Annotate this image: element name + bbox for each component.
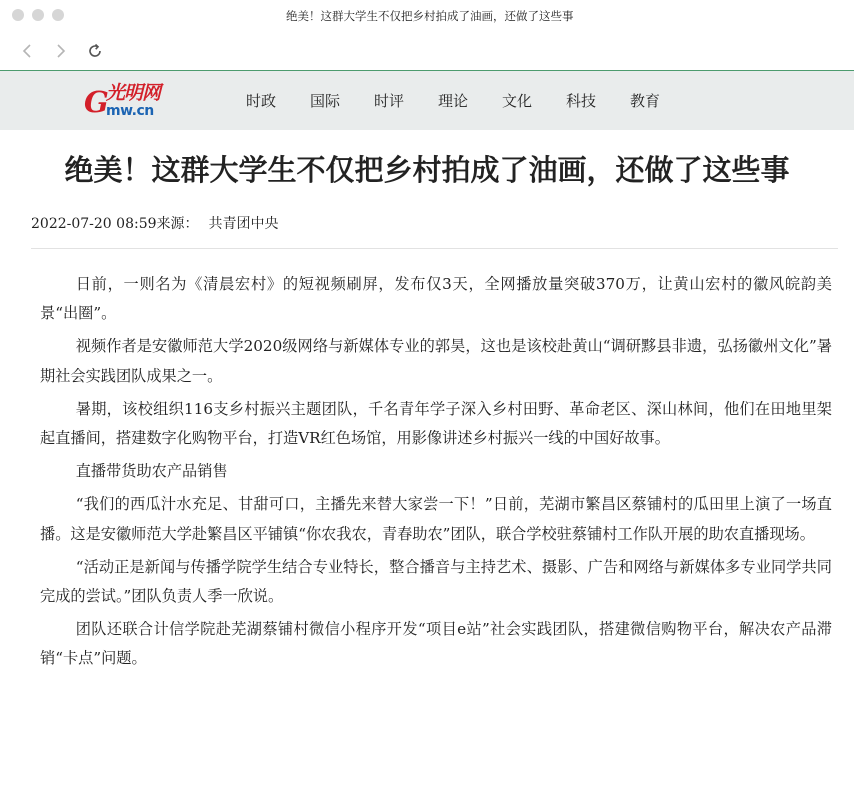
window-titlebar	[0, 0, 854, 32]
article-paragraph: 视频作者是安徽师范大学2020级网络与新媒体专业的郭昊，这也是该校赴黄山“调研黟县非遗，弘扬徽州文化”暑期社会实践团队成果之一。	[40, 337, 832, 385]
nav-item-commentary[interactable]: 时评	[374, 92, 405, 110]
site-header	[0, 70, 854, 130]
forward-button[interactable]	[48, 38, 74, 64]
site-logo[interactable]	[84, 83, 184, 121]
nav-item-theory[interactable]: 理论	[438, 92, 469, 110]
main-nav	[246, 91, 694, 111]
nav-item-culture[interactable]: 文化	[502, 92, 533, 110]
article-source: 共青团中央	[208, 216, 279, 232]
chevron-left-icon	[20, 43, 34, 59]
article-paragraph: “活动正是新闻与传播学院学生结合专业特长，整合播音与主持艺术、摄影、广告和网络与新媒体多专业同学共同完成的尝试。”团队负责人季一欣说。	[40, 557, 832, 606]
divider	[31, 248, 838, 249]
article-title: 绝美！这群大学生不仅把乡村拍成了油画，还做了这些事	[64, 153, 790, 187]
article-datetime: 2022-07-20 08:59	[31, 216, 157, 232]
logo-chinese: 光明网	[106, 82, 161, 104]
logo-letter: G	[84, 85, 109, 119]
reload-button[interactable]	[82, 38, 108, 64]
source-label: 来源：	[156, 216, 199, 232]
reload-icon	[86, 42, 104, 60]
article-paragraph: 团队还联合计信学院赴芜湖蔡铺村微信小程序开发“项目e站”社会实践团队，搭建微信购物平台，解决农产品滞销“卡点”问题。	[40, 620, 832, 668]
nav-item-politics[interactable]: 时政	[246, 92, 277, 110]
article-paragraph: 日前，一则名为《清晨宏村》的短视频刷屏，发布仅3天，全网播放量突破370万，让黄山宏村的徽风皖韵美景“出圈”。	[40, 275, 832, 323]
nav-item-technology[interactable]: 科技	[566, 92, 597, 110]
article-body	[40, 270, 832, 677]
article-meta	[31, 214, 279, 234]
nav-item-education[interactable]: 教育	[630, 92, 661, 110]
back-button[interactable]	[14, 38, 40, 64]
chevron-right-icon	[54, 43, 68, 59]
browser-toolbar	[0, 32, 854, 70]
logo-domain: mw.cn	[106, 103, 154, 119]
article-paragraph: 暑期，该校组织116支乡村振兴主题团队，千名青年学子深入乡村田野、革命老区、深山林间，他们在田地里架起直播间，搭建数字化购物平台，打造VR红色场馆，用影像讲述乡村振兴一线的中国好故事。	[40, 399, 832, 448]
window-title: 绝美！这群大学生不仅把乡村拍成了油画，还做了这些事	[286, 9, 574, 23]
article-subheading: 直播带货助农产品销售	[75, 462, 228, 481]
article-paragraph: “我们的西瓜汁水充足、甘甜可口，主播先来替大家尝一下！”日前，芜湖市繁昌区蔡铺村的瓜田里上演了一场直播。这是安徽师范大学赴繁昌区平铺镇“你农我农，青春助农”团队，联合学校驻蔡铺村工作队开展的助农直播现场。	[40, 495, 832, 543]
nav-item-international[interactable]: 国际	[310, 92, 341, 110]
